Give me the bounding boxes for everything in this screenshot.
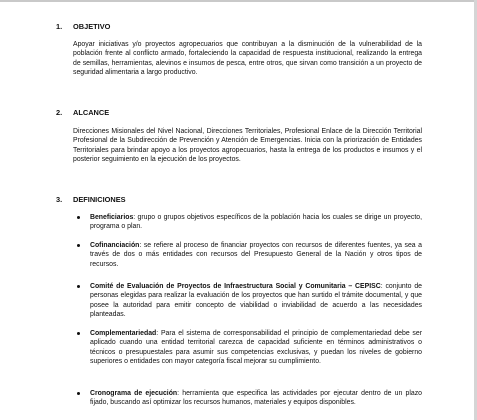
section-title: ALCANCE xyxy=(73,108,110,117)
section-definiciones-heading xyxy=(56,195,126,204)
section-alcance-heading xyxy=(56,108,109,117)
definition-term: Comité de Evaluación de Proyectos de Infraestructura Social y Comunitaria – CEPISC xyxy=(90,283,381,290)
section-title: OBJETIVO xyxy=(73,22,111,31)
definition-description: : herramienta que especifica las actividades por ejecutar dentro de un plazo fijado, buscando así optimizar los recursos humanos, materiales y equipos disponibles. xyxy=(90,390,422,407)
section-number: 1. xyxy=(56,22,63,31)
bullet-icon xyxy=(77,216,80,219)
section-title: DEFINICIONES xyxy=(73,195,126,204)
definition-text xyxy=(90,329,422,367)
definition-description: : Para el sistema de corresponsabilidad el principio de complementariedad debe ser aplicado cuando una entidad territorial carezca de capacidad suficiente en términos administrativos o técnicos o presupuestales para asumir sus competencias exclusivas, y puedan los niveles de gobierno superiores o entidades con mayor categoría fiscal mejorar su cumplimiento. xyxy=(90,330,422,366)
definition-text xyxy=(90,213,422,232)
definition-term: Beneficiarios xyxy=(90,214,134,221)
bullet-icon xyxy=(77,332,80,335)
section-objetivo-heading xyxy=(56,22,110,31)
bullet-icon xyxy=(77,244,80,247)
definition-term: Cofinanciación xyxy=(90,242,140,249)
definition-text xyxy=(90,282,422,320)
definition-description: : se refiere al proceso de financiar proyectos con recursos de diferentes fuentes, ya sea a través de dos o más entidades con recursos del Presupuesto General de la Nación y otros tipos de recursos. xyxy=(90,242,422,268)
section-objetivo-body: Apoyar iniciativas y/o proyectos agropecuarios que contribuyan a la disminución de la vulnerabilidad de la población frente al conflicto armado, fortaleciendo la capacidad de respuesta institucional, realizando la entrega de semillas, herramientas, alevinos e insumos de pesca, entre otros, que sirvan como transición a un proyecto de seguridad alimentaria a largo productivo. xyxy=(73,41,422,77)
section-number: 2. xyxy=(56,108,63,117)
definition-term: Cronograma de ejecución xyxy=(90,390,178,397)
definition-text xyxy=(90,241,422,269)
page-edge xyxy=(0,0,477,2)
definition-term: Complementariedad xyxy=(90,330,157,337)
definition-description: : conjunto de personas elegidas para realizar la evaluación de los proyectos que han surtido el trámite documental, y que posee la autoridad para emitir concepto de viabilidad o inviabilidad de acuerdo a las necesidades planteadas. xyxy=(90,283,423,319)
bullet-icon xyxy=(77,392,80,395)
definition-description: : grupo o grupos objetivos específicos de la población hacia los cuales se dirige un proyecto, programa o plan. xyxy=(90,214,422,231)
section-alcance-body: Direcciones Misionales del Nivel Nacional, Direcciones Territoriales, Profesional Enlace de la Dirección Territorial Profesional de la Subdirección de Prevención y Atención de Emergencias. Inicia con la priorización de Entidades Territoriales para brindar apoyo a los proyectos agropecuarios, hasta la entrega de los productos e insumos y el posterior seguimiento en la ejecución de los proyectos. xyxy=(73,128,422,164)
bullet-icon xyxy=(77,285,80,288)
section-number: 3. xyxy=(56,195,63,204)
definition-text xyxy=(90,389,422,408)
